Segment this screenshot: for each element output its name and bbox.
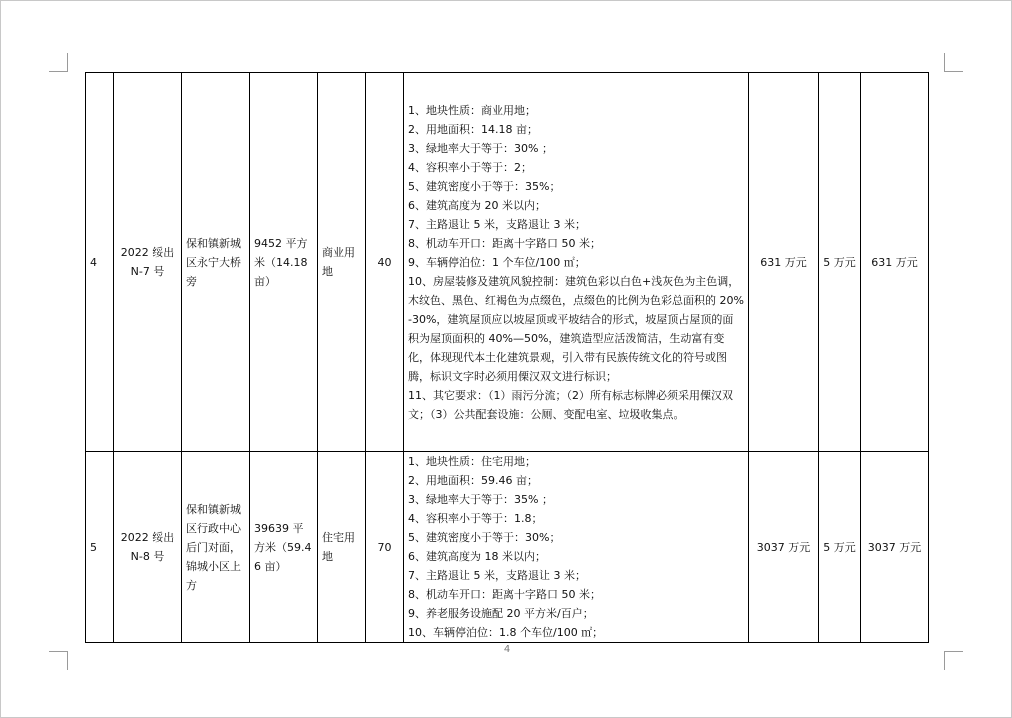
requirement-item: 5、建筑密度小于等于：35%； <box>408 179 561 193</box>
land-use-cell: 商业用地 <box>318 73 366 452</box>
crop-mark-top-left <box>49 53 68 72</box>
requirement-item: 7、主路退让 5 米，支路退让 3 米； <box>408 569 586 582</box>
requirement-item: 8、机动车开口：距离十字路口 50 米； <box>408 236 601 250</box>
parcel-location-cell: 保和镇新城区行政中心后门对面，锦城小区上方 <box>182 452 250 643</box>
bid-deposit-cell: 5 万元 <box>819 452 861 643</box>
requirement-item: 11、其它要求：（1）雨污分流；（2）所有标志标牌必须采用傈汉双文；（3）公共配套设施：公厕、变配电室、垃圾收集点。 <box>408 388 733 421</box>
final-price-cell: 3037 万元 <box>861 452 929 643</box>
start-price-cell: 3037 万元 <box>749 452 819 643</box>
planning-requirements-cell <box>404 452 749 643</box>
requirement-item: 6、建筑高度为 20 米以内； <box>408 198 546 212</box>
requirement-item: 9、车辆停泊位：1 个车位/100 ㎡； <box>408 255 586 269</box>
requirement-item: 1、地块性质：商业用地； <box>408 103 536 117</box>
parcel-code-cell: 2022 绥出N-7 号 <box>114 73 182 452</box>
requirement-item: 4、容积率小于等于：2； <box>408 160 532 174</box>
table-row <box>86 452 929 643</box>
requirement-item: 2、用地面积：14.18 亩； <box>408 122 538 136</box>
requirement-item: 4、容积率小于等于：1.8； <box>408 512 543 525</box>
page-number: 4 <box>503 644 511 655</box>
requirement-item: 6、建筑高度为 18 米以内； <box>408 550 546 563</box>
start-price-cell: 631 万元 <box>749 73 819 452</box>
parcel-location-cell: 保和镇新城区永宁大桥旁 <box>182 73 250 452</box>
crop-mark-top-right <box>944 53 963 72</box>
row-number-cell: 4 <box>86 73 114 452</box>
requirement-item: 7、主路退让 5 米，支路退让 3 米； <box>408 217 586 231</box>
requirement-item: 3、绿地率大于等于：30% ； <box>408 141 553 155</box>
final-price-cell: 631 万元 <box>861 73 929 452</box>
row-number-cell: 5 <box>86 452 114 643</box>
planning-requirements-cell <box>404 73 749 452</box>
lease-years-cell: 70 <box>366 452 404 643</box>
parcel-area-cell: 9452 平方米（14.18 亩） <box>250 73 318 452</box>
requirement-item: 2、用地面积：59.46 亩； <box>408 474 538 487</box>
lease-years-cell: 40 <box>366 73 404 452</box>
parcel-area-cell: 39639 平方米（59.46 亩） <box>250 452 318 643</box>
parcel-code-cell: 2022 绥出N-8 号 <box>114 452 182 643</box>
requirement-item: 8、机动车开口：距离十字路口 50 米； <box>408 588 601 601</box>
requirement-item: 10、房屋装修及建筑风貌控制：建筑色彩以白色+浅灰色为主色调，木纹色、黑色、红褐色为点缀色，点缀色的比例为色彩总面积的 20%-30%，建筑屋顶应以坡屋顶或平坡结合的形式，坡屋顶占屋顶的面积为屋顶面积的 40%—50%，建筑造型应活泼简洁，生动富有变化，体现现代本土化建筑景观，引入带有民族传统文化的符号或图腾，标识文字时必须用傈汉双文进行标识； <box>408 274 744 383</box>
requirement-item: 9、养老服务设施配 20 平方米/百户； <box>408 607 594 620</box>
requirement-item: 10、车辆停泊位：1.8 个车位/100 ㎡； <box>408 626 604 639</box>
requirement-item: 1、地块性质：住宅用地； <box>408 455 536 468</box>
land-use-cell: 住宅用地 <box>318 452 366 643</box>
parcel-table <box>85 72 929 643</box>
table-row <box>86 73 929 452</box>
requirement-item: 5、建筑密度小于等于：30%； <box>408 531 561 544</box>
requirement-item: 3、绿地率大于等于：35% ； <box>408 493 553 506</box>
bid-deposit-cell: 5 万元 <box>819 73 861 452</box>
